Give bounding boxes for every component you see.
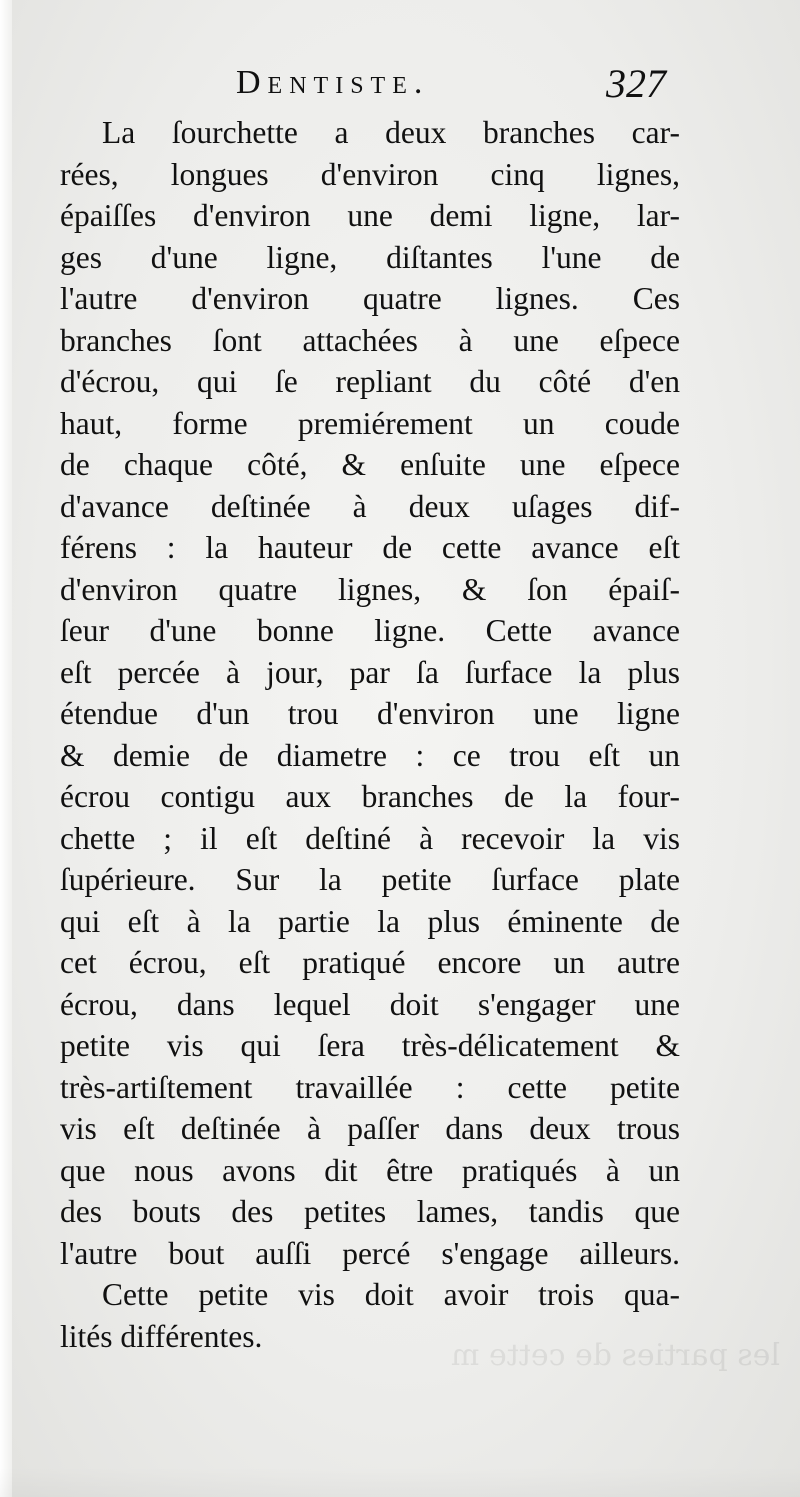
text-line: petite vis qui ſera très-délicatement & (60, 1028, 680, 1063)
text-line: écrou, dans lequel doit s'engager une (60, 986, 680, 1022)
text-line: haut, forme premiérement un coude (60, 405, 680, 441)
text-line: vis eſt deſtinée à paſſer dans deux trous (60, 1111, 680, 1146)
text-line: étendue d'un trou d'environ une ligne (60, 696, 680, 731)
text-line: d'avance deſtinée à deux uſages dif- (60, 488, 680, 524)
page-edge (0, 0, 12, 1497)
text-line: de chaque côté, & enſuite une eſpece (60, 447, 680, 482)
text-line: rées, longues d'environ cinq lignes, (60, 156, 680, 192)
text-line: l'autre bout auſſi percé s'engage ailleurs. (60, 1235, 680, 1271)
text-line: La ſourchette a deux branches car- (102, 115, 680, 150)
bleed-through-text: les parties de cette m (451, 1338, 780, 1373)
text-line: ſeur d'une bonne ligne. Cette avance (60, 613, 680, 648)
text-line: cet écrou, eſt pratiqué encore un autre (60, 945, 680, 980)
page-header (0, 58, 800, 108)
running-head: Dentiste. (236, 64, 430, 101)
page-bottom-shadow (0, 1467, 800, 1497)
text-line: ges d'une ligne, diſtantes l'une de (60, 239, 680, 275)
text-line: chette ; il eſt deſtiné à recevoir la vis (60, 820, 680, 856)
text-line: qui eſt à la partie la plus éminente de (60, 903, 680, 939)
text-line: d'environ quatre lignes, & ſon épaiſ- (60, 571, 680, 607)
text-line: d'écrou, qui ſe repliant du côté d'en (60, 364, 680, 399)
text-line: écrou contigu aux branches de la four- (60, 779, 680, 814)
page-number: 327 (606, 61, 666, 106)
text-line: & demie de diametre : ce trou eſt un (60, 737, 680, 773)
text-line: eſt percée à jour, par ſa ſurface la plus (60, 654, 680, 690)
text-line: l'autre d'environ quatre lignes. Ces (60, 281, 680, 316)
body-text (60, 112, 680, 1357)
text-line: que nous avons dit être pratiqués à un (60, 1152, 680, 1188)
text-line: Cette petite vis doit avoir trois qua- (102, 1277, 680, 1312)
text-line: épaiſſes d'environ une demi ligne, lar- (60, 198, 680, 233)
text-line: des bouts des petites lames, tandis que (60, 1194, 680, 1229)
text-line: férens : la hauteur de cette avance eſt (60, 530, 680, 565)
text-line: lités différentes. (60, 1318, 263, 1354)
text-line: très-artiſtement travaillée : cette petite (60, 1069, 680, 1105)
text-line: ſupérieure. Sur la petite ſurface plate (60, 862, 680, 897)
text-line: branches ſont attachées à une eſpece (60, 322, 680, 358)
